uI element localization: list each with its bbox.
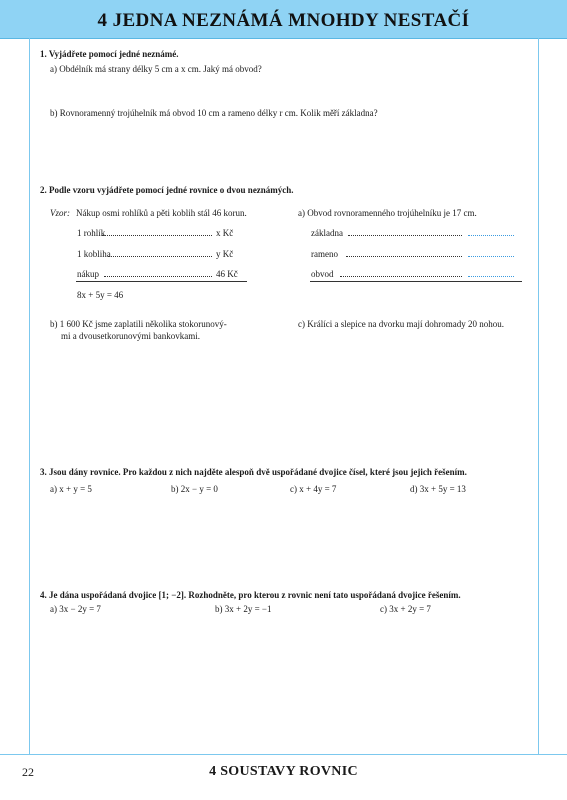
exercise-1b: b) Rovnoramenný trojúhelník má obvod 10 cm a rameno délky r cm. Kolik měří základna?: [50, 108, 378, 118]
exercise-1a: a) Obdélník má strany délky 5 cm a x cm. Jaký má obvod?: [50, 64, 262, 74]
exercise-1-heading: 1. Vyjádřete pomocí jedné neznámé.: [40, 49, 179, 59]
exercise-3-heading: 3. Jsou dány rovnice. Pro každou z nich najděte alespoň dvě uspořádané dvojice čísel, které jsou jejich řešením.: [40, 467, 467, 477]
chapter-header: [0, 0, 567, 39]
vzor-row-value: x Kč: [216, 228, 234, 238]
dotted-leader: [340, 275, 462, 277]
vzor-text: Nákup osmi rohlíků a pěti koblih stál 46 korun.: [76, 208, 247, 218]
exercise-2-heading: 2. Podle vzoru vyjádřete pomocí jedné rovnice o dvou neznámých.: [40, 185, 294, 195]
exercise-4a: a) 3x − 2y = 7: [50, 604, 101, 614]
chapter-title: 4 JEDNA NEZNÁMÁ MNOHDY NESTAČÍ: [97, 10, 470, 31]
answer-row-label: základna: [311, 228, 343, 238]
exercise-4-heading: 4. Je dána uspořádaná dvojice [1; −2]. Rozhodněte, pro kterou z rovnic není tato uspořádaná dvojice řešením.: [40, 590, 461, 600]
vzor-equation: 8x + 5y = 46: [77, 290, 124, 300]
exercise-3a: a) x + y = 5: [50, 484, 92, 494]
right-margin-line: [538, 38, 539, 754]
answer-row-label: rameno: [311, 249, 338, 259]
exercise-2b-line2: mi a dvousetkorunovými bankovkami.: [61, 331, 200, 341]
exercise-3d: d) 3x + 5y = 13: [410, 484, 466, 494]
sum-line: [310, 281, 522, 282]
exercise-2c: c) Králíci a slepice na dvorku mají dohromady 20 nohou.: [298, 319, 504, 329]
vzor-label: Vzor:: [50, 208, 70, 218]
page-number: 22: [22, 765, 34, 779]
exercise-3c: c) x + 4y = 7: [290, 484, 337, 494]
dotted-leader: [346, 255, 462, 257]
answer-row-label: obvod: [311, 269, 334, 279]
dotted-leader: [104, 275, 212, 277]
exercise-4c: c) 3x + 2y = 7: [380, 604, 431, 614]
dotted-leader: [348, 234, 462, 236]
vzor-row-label: 1 kobliha: [77, 249, 111, 259]
footer-divider: [0, 754, 567, 755]
dotted-leader: [108, 255, 212, 257]
exercise-2a: a) Obvod rovnoramenného trojúhelníku je 17 cm.: [298, 208, 477, 218]
vzor-row-label: 1 rohlík: [77, 228, 106, 238]
left-margin-line: [29, 38, 30, 754]
answer-blank[interactable]: [468, 255, 514, 257]
vzor-row-value: 46 Kč: [216, 269, 238, 279]
vzor-row-value: y Kč: [216, 249, 234, 259]
answer-blank[interactable]: [468, 234, 514, 236]
exercise-2b-line1: b) 1 600 Kč jsme zaplatili několika stokorunový-: [50, 319, 227, 329]
vzor-row-label: nákup: [77, 269, 99, 279]
exercise-3b: b) 2x − y = 0: [171, 484, 218, 494]
answer-blank[interactable]: [468, 275, 514, 277]
dotted-leader: [102, 234, 212, 236]
sum-line: [76, 281, 247, 282]
footer-chapter-title: 4 SOUSTAVY ROVNIC: [209, 764, 358, 779]
exercise-4b: b) 3x + 2y = −1: [215, 604, 272, 614]
